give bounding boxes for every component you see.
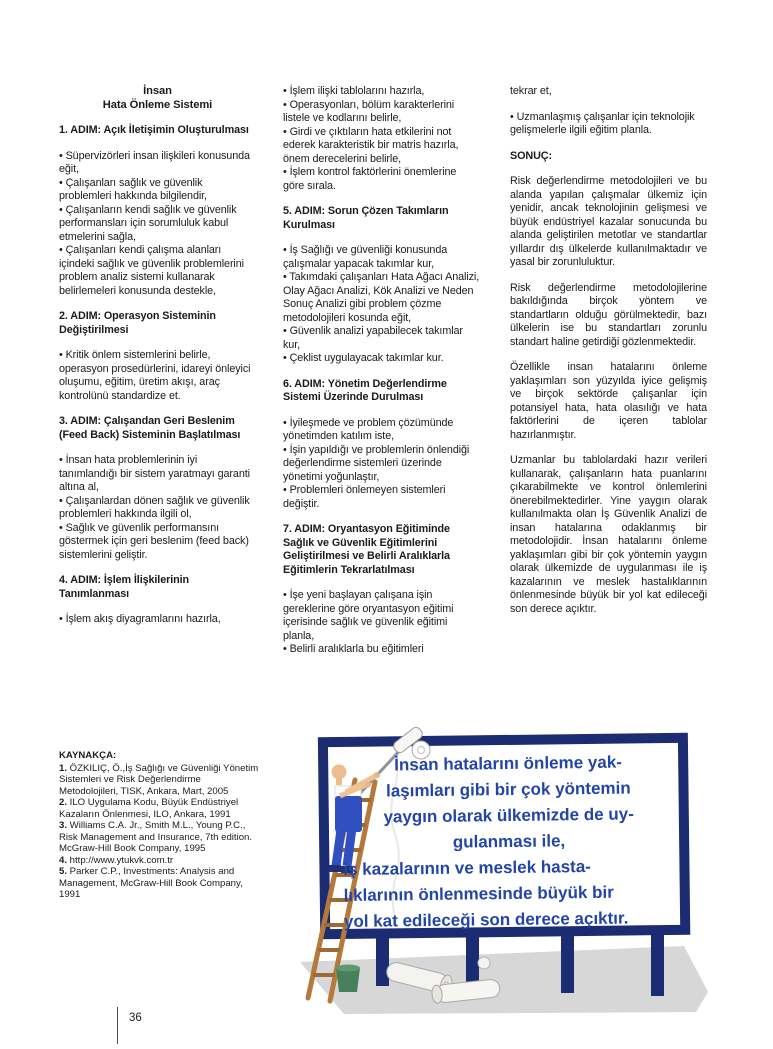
- article-title-line2: Hata Önleme Sistemi: [102, 98, 213, 111]
- page-footer: [117, 1007, 142, 1044]
- crumpled-paper: [478, 957, 490, 969]
- body-paragraph: • Çalışanları kendi çalışma alanları içindeki sağlık ve güvenlik problemlerini problem analiz sistemi kullanarak belirlemeleri konusunda destekle,: [59, 244, 244, 297]
- article-title: [59, 85, 256, 112]
- body-paragraph: • Sağlık ve güvenlik performansını göstermek için geri beslenim (feed back) sistemlerini geliştir.: [59, 521, 249, 561]
- body-paragraph: • İşlem kontrol faktörlerini önemlerine göre sırala.: [283, 166, 457, 192]
- body-paragraph: • İnsan hata problemlerinin iyi tanımlandığı bir sistem yaratmayı garanti altına al,: [59, 454, 250, 493]
- body-paragraph: Uzmanlar bu tablolardaki hazır verileri kullanarak, çalışanların hata puanlarını çıkarabilmekte ve kontrol önlemlerini önerebilmektedirler. Yine yaygın olarak kullanılmakta olan İş Güvenlik Analizi de insan hatalarına odaklanmış bir metodolojidir. İnsan hatalarını önleme yaklaşımları gibi bir çok yöntemin yaygın olarak ülkemizde de uygulanması ile iş kazalarının ve meslek hastalıklarının önlenmesinde büyük bir yol kat edileceği son derece açıktır.: [510, 454, 707, 615]
- references-section: [59, 750, 260, 901]
- body-paragraph: • İyileşmede ve problem çözümünde yönetimden katılım iste,: [283, 416, 454, 442]
- reference-item: 4. http://www.ytukvk.com.tr: [59, 854, 174, 866]
- body-paragraph: • Çalışanlardan dönen sağlık ve güvenlik problemleri hakkında ilgili ol,: [59, 494, 250, 520]
- body-paragraph: • Problemleri önlemeyen sistemleri değiştir.: [283, 484, 446, 510]
- ground-shadow: [300, 946, 708, 1014]
- reference-item: 1. ÖZKILIÇ, Ö.,İş Sağlığı ve Güvenliği Yönetim Sistemleri ve Risk Değerlendirme Metodolojileri, TISK, Ankara, Mart, 2005: [59, 762, 259, 797]
- reference-item: 5. Parker C.P., Investments: Analysis and Management, McGraw-Hill Book Company, 1991: [59, 866, 243, 900]
- section-heading: 7. ADIM: Oryantasyon Eğitiminde Sağlık ve Güvenlik Eğitimlerini Geliştirilmesi ve Belirli Aralıklarla Eğitimlerin Tekrarlatılması: [283, 523, 450, 576]
- billboard-text-line: İnsan hatalarını önleme yak-: [394, 752, 622, 775]
- body-paragraph: • Çeklist uygulayacak takımlar kur.: [283, 352, 444, 364]
- section-heading: 1. ADIM: Açık İletişimin Oluşturulması: [59, 124, 249, 136]
- section-heading: 5. ADIM: Sorun Çözen Takımların Kurulması: [283, 205, 449, 231]
- footer-rule: [117, 1007, 118, 1044]
- page-number: 36: [129, 1012, 142, 1024]
- body-paragraph: • İşlem ilişki tablolarını hazırla,: [283, 85, 425, 97]
- body-paragraph: • İşlem akış diyagramlarını hazırla,: [59, 613, 221, 625]
- billboard-text-line: laşımları gibi bir çok yöntemin: [385, 778, 631, 801]
- body-paragraph: Özellikle insan hatalarını önleme yaklaşımları son yüzyılda iyice gelişmiş ve birçok sektörde çalışanlar için potansiyel hata, hata olasılığı ve hata faktörlerini de içeren tablolar hazırlanmıştır.: [510, 361, 707, 441]
- body-paragraph: • Kritik önlem sistemlerini belirle, operasyon prosedürlerini, idareyi önleyici oluşumu, eğitim, üretim akışı, araç kontrolünü standardize et.: [59, 349, 251, 402]
- article-column-1: [59, 85, 256, 627]
- body-paragraph: Risk değerlendirme metodolojileri ve bu alanda yapılan çalışmalar ülkemiz için yenidir, ancak teknolojinin gelişmesi ve büyük endüstriyel kazalar sonucunda bu alanda geliştirilen metotlar ve standartlar yıllardır dış ülkelerde kullanılmaktadır ve yasal bir zorunluluktur.: [510, 175, 707, 268]
- billboard-illustration: [278, 720, 708, 1025]
- billboard-text-line: yol kat edileceği son derece açıktır.: [343, 908, 629, 932]
- body-paragraph: • Operasyonları, bölüm karakterlerini listele ve kodlarını belirle,: [283, 98, 455, 124]
- billboard-text-line: iş kazalarının ve meslek hasta-: [343, 857, 592, 880]
- body-paragraph: • Belirli aralıklarla bu eğitimleri: [283, 643, 424, 655]
- billboard-text-line: lıklarının önlenmesinde büyük bir: [343, 882, 614, 906]
- body-paragraph: • Uzmanlaşmış çalışanlar için teknolojik gelişmelerle ilgili eğitim planla.: [510, 110, 695, 136]
- article-title-line1: İnsan: [143, 85, 172, 97]
- column-blocks: [59, 124, 256, 627]
- references-list: [59, 763, 260, 901]
- paint-bucket: [336, 965, 360, 993]
- section-heading: SONUÇ:: [510, 149, 552, 162]
- billboard-text-line: yaygın olarak ülkemizde de uy-: [383, 804, 634, 827]
- body-paragraph: • Süpervizörleri insan ilişkileri konusunda eğit,: [59, 149, 250, 175]
- body-paragraph: • Çalışanların kendi sağlık ve güvenlik performansları için sorumluluk kabul etmelerini sağla,: [59, 203, 237, 243]
- body-paragraph: • Güvenlik analizi yapabilecek takımlar kur,: [283, 325, 463, 351]
- references-heading: KAYNAKÇA:: [59, 750, 117, 761]
- billboard-text: [334, 749, 684, 935]
- body-paragraph: • İşe yeni başlayan çalışana işin gereklerine göre oryantasyon eğitimi içerisinde sağlık ve güvenlik eğitimi planla,: [283, 589, 454, 642]
- section-heading: 4. ADIM: İşlem İlişkilerinin Tanımlanması: [59, 574, 189, 600]
- body-paragraph: • Takımdaki çalışanları Hata Ağacı Analizi, Olay Ağacı Analizi, Kök Analizi ve Neden Sonuç Analizi gibi problem çözme metodolojileri kosunda eğit,: [283, 271, 480, 324]
- billboard-text-line: gulanması ile,: [452, 831, 566, 852]
- column-blocks: [283, 85, 480, 657]
- reference-item: 3. Williams C.A. Jr., Smith M.L., Young P.C., Risk Management and Insurance, 7th edition. McGraw-Hill Book Company, 1995: [59, 820, 253, 854]
- body-paragraph: • İşin yapıldığı ve problemlerin önlendiği değerlendirme sistemleri üzerinde yönetimi yoğunlaştır,: [283, 443, 470, 483]
- section-heading: 2. ADIM: Operasyon Sisteminin Değiştirilmesi: [59, 310, 216, 336]
- article-column-2: [283, 85, 480, 657]
- section-heading: 6. ADIM: Yönetim Değerlendirme Sistemi Üzerinde Durulması: [283, 377, 447, 403]
- article-column-3: [510, 85, 707, 628]
- reference-item: 2. ILO Uygulama Kodu, Büyük Endüstriyel Kazaların Önlenmesi, ILO, Ankara, 1991: [59, 797, 239, 820]
- body-paragraph: • Çalışanları sağlık ve güvenlik problemleri hakkında bilgilendir,: [59, 176, 207, 202]
- body-paragraph: tekrar et,: [510, 85, 552, 97]
- body-paragraph: • İş Sağlığı ve güvenliği konusunda çalışmalar yapacak takımlar kur,: [283, 244, 448, 270]
- body-paragraph: Risk değerlendirme metodolojilerine bakıldığında birçok yöntem ve standartların olduğu görülmektedir, bazı ülkelerin ise bu standartları zorunlu standart haline getirdiği gözlenmektedir.: [510, 281, 707, 348]
- section-heading: 3. ADIM: Çalışandan Geri Beslenim (Feed Back) Sisteminin Başlatılması: [59, 415, 241, 441]
- body-paragraph: • Girdi ve çıktıların hata etkilerini not ederek karakteristik bir matris hazırla, önem derecelerini belirle,: [283, 125, 459, 165]
- column-blocks: [510, 85, 707, 616]
